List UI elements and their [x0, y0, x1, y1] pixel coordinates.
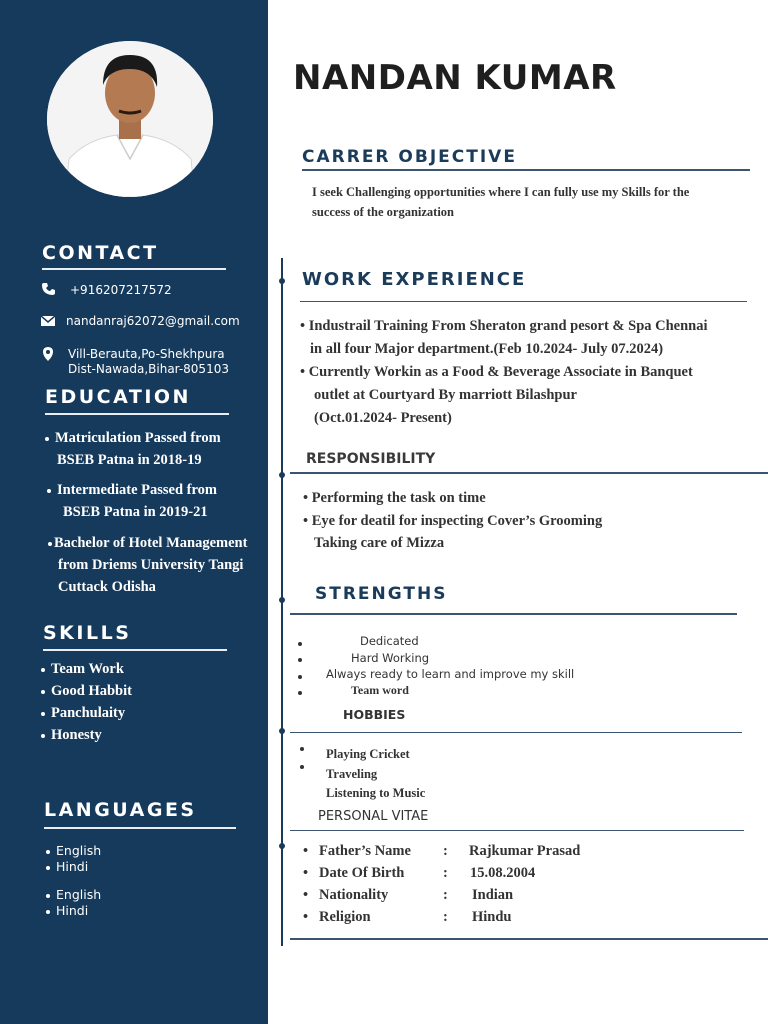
timeline-dot [279, 278, 285, 284]
timeline-dot [279, 728, 285, 734]
skills-divider [43, 649, 227, 651]
list-item: English [46, 843, 101, 859]
languages-heading: LANGUAGES [44, 799, 197, 821]
table-row: • Father’s Name : Rajkumar Prasad [303, 843, 581, 859]
responsibility-list: • Performing the task on time • Eye for deatil for inspecting Cover’s Grooming Taking care of Mizza [303, 490, 603, 551]
hobbies-list [326, 745, 425, 804]
bullet [298, 691, 302, 695]
bullet [298, 642, 302, 646]
personal-heading: PERSONAL VITAE [318, 809, 429, 824]
bullet [298, 658, 302, 662]
strengths-heading: STRENGTHS [315, 584, 448, 604]
list-item: Team word [351, 683, 409, 697]
hobbies-divider [290, 732, 742, 733]
bottom-divider [290, 938, 768, 940]
education-item: Intermediate Passed from BSEB Patna in 2019-21 [47, 479, 217, 523]
list-item: Honesty [41, 724, 132, 746]
timeline-dot [279, 472, 285, 478]
profile-photo [47, 41, 213, 197]
education-item: Bachelor of Hotel Management from Driems University Tangi Cuttack Odisha [48, 532, 270, 598]
contact-phone: +916207217572 [70, 283, 172, 297]
objective-heading: CARRER OBJECTIVE [302, 147, 517, 167]
candidate-name: NANDAN KUMAR [293, 58, 617, 98]
list-item: Dedicated [360, 634, 419, 648]
languages-divider [44, 827, 236, 829]
contact-address-line2: Dist-Nawada,Bihar-805103 [68, 362, 229, 376]
contact-email[interactable]: nandanraj62072@gmail.com [66, 314, 240, 328]
list-item: Good Habbit [41, 680, 132, 702]
responsibility-divider [290, 472, 768, 474]
list-item: Hindi [46, 903, 101, 919]
list-item: Always ready to learn and improve my skill [326, 667, 575, 681]
table-row: • Date Of Birth : 15.08.2004 [303, 865, 536, 881]
list-item: Hard Working [351, 651, 430, 665]
skills-heading: SKILLS [43, 622, 132, 644]
skills-list [41, 658, 132, 746]
list-item: Traveling [326, 766, 378, 781]
list-item: Playing Cricket [326, 747, 410, 761]
timeline-dot [279, 843, 285, 849]
work-heading: WORK EXPERIENCE [302, 269, 527, 290]
location-icon [41, 347, 55, 361]
list-item: Team Work [41, 658, 132, 680]
list-item: English [46, 887, 101, 903]
contact-divider [42, 268, 226, 270]
education-heading: EDUCATION [45, 386, 191, 408]
email-icon [41, 314, 55, 328]
list-item: Panchulaity [41, 702, 132, 724]
table-row: • Nationality : Indian [303, 887, 514, 903]
person-photo-icon [47, 41, 213, 197]
bullet [300, 765, 304, 769]
contact-heading: CONTACT [42, 242, 159, 264]
personal-divider [290, 830, 744, 831]
table-row: • Religion : Hindu [303, 909, 512, 925]
bullet [300, 747, 304, 751]
education-divider [45, 413, 229, 415]
bullet [298, 675, 302, 679]
timeline-dot [279, 597, 285, 603]
education-item: Matriculation Passed from BSEB Patna in 2018-19 [45, 427, 221, 471]
responsibility-heading: RESPONSIBILITY [306, 451, 436, 467]
contact-address-line1: Vill-Berauta,Po-Shekhpura [68, 347, 225, 361]
objective-divider [302, 169, 750, 171]
list-item: Hindi [46, 859, 101, 875]
personal-table [303, 840, 603, 928]
work-list: • Industrail Training From Sheraton grand pesort & Spa Chennai in all four Major department.(Feb 10.2024- July 07.2024) • Currently Workin as a Food & Beverage Associate in Banquet outlet at Courtyard By marriott Bilashpur (Oct.01.2024- Present) [300, 318, 708, 426]
list-item: Listening to Music [326, 786, 426, 800]
strengths-divider [290, 613, 737, 615]
languages-list [46, 843, 101, 919]
phone-icon [41, 282, 55, 296]
work-divider [300, 301, 747, 302]
hobbies-heading: HOBBIES [343, 707, 406, 722]
objective-text: I seek Challenging opportunities where I can fully use my Skills for the success of the organization [312, 185, 690, 219]
